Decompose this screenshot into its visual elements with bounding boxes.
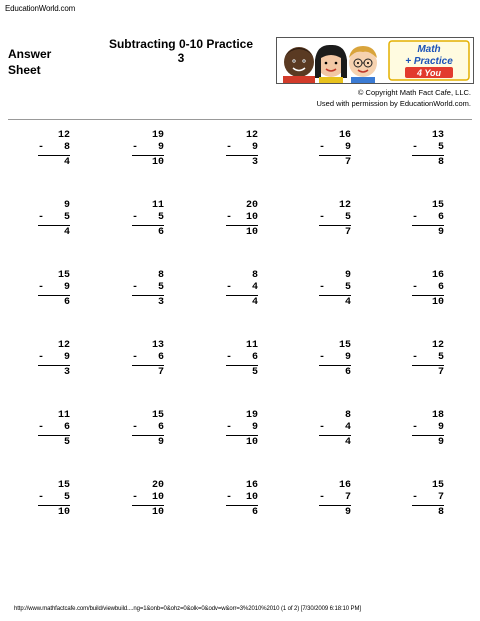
subtrahend: 5: [157, 212, 164, 223]
minus-sign: -: [319, 422, 326, 433]
subtrahend: 6: [157, 422, 164, 433]
answer: 3: [157, 297, 164, 308]
answer: 6: [63, 297, 70, 308]
minus-sign: -: [226, 422, 233, 433]
answer-line: [412, 435, 444, 437]
subtrahend: 4: [344, 422, 351, 433]
subtrahend-row: [38, 142, 70, 154]
minus-sign: -: [412, 492, 419, 503]
subtrahend-row: [226, 422, 258, 434]
subtrahend-row: [412, 282, 444, 294]
math-practice-4-you-logo: [276, 37, 474, 84]
answer-sheet-label: [8, 46, 51, 78]
minuend: 11: [245, 340, 258, 351]
answer-label-line2: Sheet: [8, 63, 41, 77]
child-face-1: [284, 47, 314, 77]
answer-line: [226, 435, 258, 437]
answer: 5: [63, 437, 70, 448]
logo-illustration: [277, 38, 473, 83]
minus-sign: -: [38, 212, 45, 223]
subtraction-problem: [412, 270, 444, 309]
answer: 5: [251, 367, 258, 378]
answer: 4: [251, 297, 258, 308]
subtraction-problem: [319, 130, 351, 169]
answer-line: [226, 225, 258, 227]
minuend: 15: [338, 340, 351, 351]
answer-line: [412, 225, 444, 227]
answer: 4: [344, 437, 351, 448]
minus-sign: -: [132, 282, 139, 293]
svg-text:+ Practice: + Practice: [405, 56, 453, 67]
answer: 9: [437, 437, 444, 448]
answer-line: [412, 155, 444, 157]
minus-sign: -: [226, 282, 233, 293]
subtrahend: 9: [251, 422, 258, 433]
subtrahend-row: [132, 352, 164, 364]
subtrahend-row: [38, 352, 70, 364]
subtraction-problem: [319, 270, 351, 309]
answer-line: [319, 295, 351, 297]
minus-sign: -: [38, 422, 45, 433]
minuend: 16: [338, 130, 351, 141]
subtrahend-row: [132, 422, 164, 434]
subtrahend: 9: [437, 422, 444, 433]
subtrahend: 9: [344, 142, 351, 153]
subtrahend-row: [132, 212, 164, 224]
subtrahend: 5: [344, 212, 351, 223]
subtraction-problem: [319, 480, 351, 519]
subtrahend: 9: [251, 142, 258, 153]
subtrahend-row: [412, 352, 444, 364]
answer-line: [319, 435, 351, 437]
subtrahend-row: [226, 492, 258, 504]
minus-sign: -: [132, 422, 139, 433]
minuend: 15: [151, 410, 164, 421]
minuend: 12: [57, 130, 70, 141]
subtraction-problem: [132, 340, 164, 379]
subtraction-problem: [226, 480, 258, 519]
minuend: 12: [431, 340, 444, 351]
subtrahend-row: [132, 282, 164, 294]
minuend: 16: [431, 270, 444, 281]
minus-sign: -: [38, 492, 45, 503]
subtrahend-row: [38, 212, 70, 224]
answer: 4: [344, 297, 351, 308]
answer-line: [319, 225, 351, 227]
minuend: 13: [431, 130, 444, 141]
subtrahend: 5: [63, 492, 70, 503]
answer: 7: [344, 157, 351, 168]
minuend: 15: [57, 270, 70, 281]
subtrahend-row: [132, 492, 164, 504]
subtraction-problem: [412, 130, 444, 169]
minus-sign: -: [38, 142, 45, 153]
answer: 7: [437, 367, 444, 378]
answer: 6: [157, 227, 164, 238]
minuend: 20: [151, 480, 164, 491]
svg-text:Math: Math: [417, 44, 441, 55]
minus-sign: -: [319, 282, 326, 293]
subtraction-problem: [226, 270, 258, 309]
subtrahend: 5: [437, 142, 444, 153]
minus-sign: -: [38, 282, 45, 293]
minus-sign: -: [412, 142, 419, 153]
answer: 7: [344, 227, 351, 238]
subtraction-problem: [226, 410, 258, 449]
answer-line: [412, 365, 444, 367]
minuend: 11: [57, 410, 70, 421]
subtrahend: 6: [63, 422, 70, 433]
subtrahend-row: [226, 142, 258, 154]
answer: 4: [63, 157, 70, 168]
subtraction-problem: [38, 480, 70, 519]
copyright-line2: Used with permission by EducationWorld.com.: [316, 99, 471, 108]
minuend: 19: [245, 410, 258, 421]
answer-line: [132, 225, 164, 227]
subtrahend: 9: [63, 352, 70, 363]
minus-sign: -: [319, 142, 326, 153]
answer: 9: [437, 227, 444, 238]
minuend: 9: [344, 270, 351, 281]
minuend: 15: [57, 480, 70, 491]
subtraction-problem: [132, 410, 164, 449]
answer: 6: [344, 367, 351, 378]
minus-sign: -: [132, 492, 139, 503]
minuend: 20: [245, 200, 258, 211]
subtraction-problem: [132, 200, 164, 239]
answer: 8: [437, 157, 444, 168]
minus-sign: -: [412, 282, 419, 293]
minus-sign: -: [132, 352, 139, 363]
subtrahend: 6: [437, 282, 444, 293]
minus-sign: -: [226, 212, 233, 223]
subtrahend-row: [412, 492, 444, 504]
title-line2: 3: [177, 51, 185, 65]
answer-label-line1: Answer: [8, 47, 52, 61]
page-title: [96, 37, 266, 65]
minuend: 9: [63, 200, 70, 211]
answer-line: [319, 365, 351, 367]
answer-line: [38, 435, 70, 437]
minus-sign: -: [226, 492, 233, 503]
subtrahend: 4: [251, 282, 258, 293]
answer: 4: [63, 227, 70, 238]
answer-line: [412, 505, 444, 507]
subtrahend-row: [319, 282, 351, 294]
subtrahend-row: [319, 142, 351, 154]
subtrahend: 9: [63, 282, 70, 293]
minus-sign: -: [319, 352, 326, 363]
minus-sign: -: [319, 492, 326, 503]
answer-line: [226, 295, 258, 297]
subtraction-problem: [412, 410, 444, 449]
minuend: 11: [151, 200, 164, 211]
minuend: 12: [338, 200, 351, 211]
minuend: 13: [151, 340, 164, 351]
minus-sign: -: [412, 352, 419, 363]
subtrahend-row: [226, 282, 258, 294]
answer: 9: [157, 437, 164, 448]
minuend: 12: [57, 340, 70, 351]
minus-sign: -: [226, 142, 233, 153]
subtrahend: 6: [251, 352, 258, 363]
answer-line: [38, 155, 70, 157]
subtrahend: 7: [344, 492, 351, 503]
answer-line: [226, 155, 258, 157]
answer-line: [132, 155, 164, 157]
subtraction-problem: [38, 340, 70, 379]
subtrahend: 9: [344, 352, 351, 363]
minuend: 8: [157, 270, 164, 281]
header-divider: [8, 119, 472, 120]
subtrahend: 6: [437, 212, 444, 223]
minuend: 8: [251, 270, 258, 281]
answer-line: [412, 295, 444, 297]
subtrahend: 5: [437, 352, 444, 363]
answer-line: [38, 365, 70, 367]
answer-line: [132, 505, 164, 507]
answer-line: [226, 365, 258, 367]
minus-sign: -: [132, 142, 139, 153]
answer-line: [132, 295, 164, 297]
subtraction-problem: [226, 340, 258, 379]
answer: 9: [344, 507, 351, 518]
subtrahend: 5: [157, 282, 164, 293]
subtrahend-row: [226, 212, 258, 224]
subtrahend: 7: [437, 492, 444, 503]
minuend: 16: [245, 480, 258, 491]
subtraction-problem: [132, 270, 164, 309]
subtraction-problem: [226, 130, 258, 169]
subtrahend: 10: [151, 492, 164, 503]
subtraction-problem: [319, 410, 351, 449]
subtrahend-row: [38, 492, 70, 504]
answer: 3: [63, 367, 70, 378]
subtraction-problem: [132, 480, 164, 519]
subtrahend: 10: [245, 212, 258, 223]
subtrahend: 6: [157, 352, 164, 363]
subtrahend: 5: [63, 212, 70, 223]
copyright-line1: © Copyright Math Fact Cafe, LLC.: [357, 88, 471, 97]
subtraction-problem: [38, 200, 70, 239]
subtraction-problem: [132, 130, 164, 169]
subtrahend-row: [38, 282, 70, 294]
subtrahend-row: [319, 422, 351, 434]
minus-sign: -: [226, 352, 233, 363]
subtraction-problem: [226, 200, 258, 239]
subtraction-problem: [319, 340, 351, 379]
subtrahend: 10: [245, 492, 258, 503]
subtraction-problem: [412, 480, 444, 519]
answer: 10: [431, 297, 444, 308]
minus-sign: -: [412, 422, 419, 433]
minuend: 12: [245, 130, 258, 141]
subtrahend-row: [132, 142, 164, 154]
minuend: 16: [338, 480, 351, 491]
answer: 3: [251, 157, 258, 168]
subtrahend-row: [319, 212, 351, 224]
subtrahend-row: [226, 352, 258, 364]
footer-url: http://www.mathfactcafe.com/build/viewbuild....ng=1&onb=0&ohz=0&olk=0&odv=w&orr=3%2010%2010 (1 of 2) [7/30/2009 6:18:10 PM]: [14, 606, 361, 612]
minus-sign: -: [38, 352, 45, 363]
subtrahend-row: [38, 422, 70, 434]
answer-line: [38, 505, 70, 507]
answer-line: [132, 435, 164, 437]
answer-line: [132, 365, 164, 367]
copyright-notice: [316, 87, 471, 109]
answer: 10: [151, 507, 164, 518]
subtraction-problem: [38, 130, 70, 169]
answer-line: [38, 295, 70, 297]
minus-sign: -: [319, 212, 326, 223]
answer-line: [319, 155, 351, 157]
answer-line: [38, 225, 70, 227]
subtrahend-row: [319, 492, 351, 504]
minuend: 8: [344, 410, 351, 421]
minuend: 15: [431, 200, 444, 211]
answer-line: [319, 505, 351, 507]
subtraction-problem: [412, 340, 444, 379]
minuend: 19: [151, 130, 164, 141]
minuend: 18: [431, 410, 444, 421]
subtraction-problem: [412, 200, 444, 239]
minus-sign: -: [132, 212, 139, 223]
subtraction-problem: [38, 270, 70, 309]
title-line1: Subtracting 0-10 Practice: [108, 37, 254, 51]
answer: 6: [251, 507, 258, 518]
answer: 8: [437, 507, 444, 518]
answer: 7: [157, 367, 164, 378]
answer: 10: [151, 157, 164, 168]
subtrahend-row: [412, 142, 444, 154]
minuend: 15: [431, 480, 444, 491]
minus-sign: -: [412, 212, 419, 223]
subtrahend-row: [319, 352, 351, 364]
site-name: EducationWorld.com: [5, 4, 76, 13]
subtrahend-row: [412, 422, 444, 434]
answer: 10: [245, 227, 258, 238]
answer: 10: [57, 507, 70, 518]
answer-line: [226, 505, 258, 507]
subtrahend-row: [412, 212, 444, 224]
subtraction-problem: [319, 200, 351, 239]
subtrahend: 9: [157, 142, 164, 153]
subtrahend: 8: [63, 142, 70, 153]
svg-text:4 You: 4 You: [416, 68, 442, 78]
subtrahend: 5: [344, 282, 351, 293]
subtraction-problem: [38, 410, 70, 449]
answer: 10: [245, 437, 258, 448]
